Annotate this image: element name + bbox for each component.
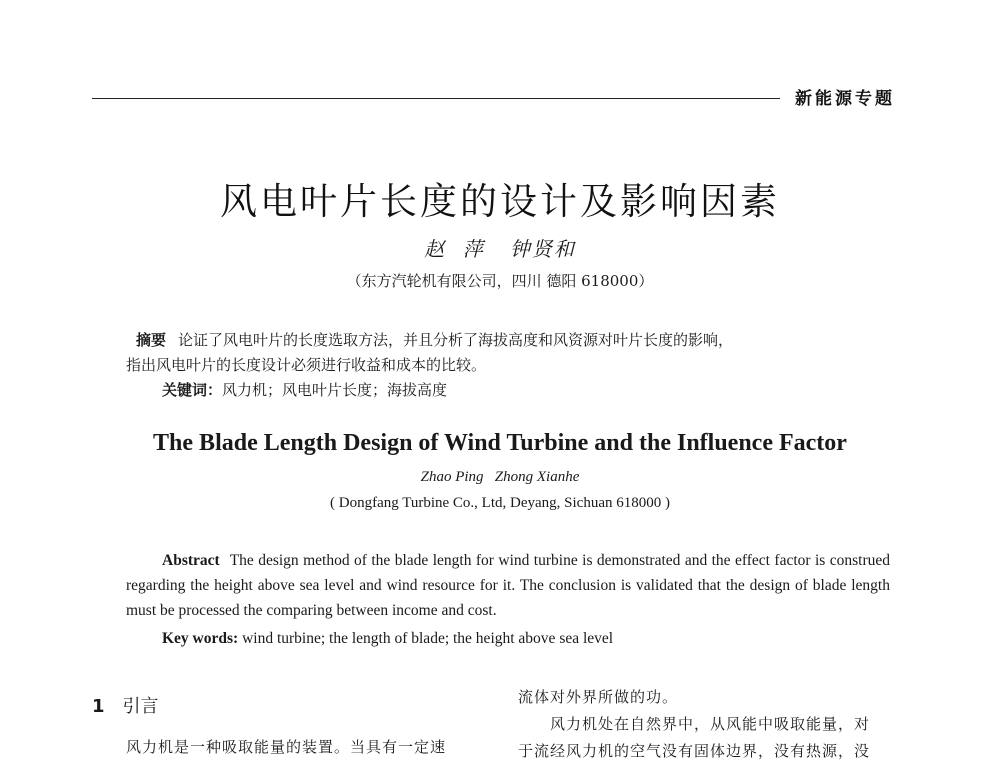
keywords-english — [162, 630, 613, 648]
authors-english: Zhao Ping Zhong Xianhe — [420, 469, 580, 485]
authors-chinese: 赵 萍 钟贤和 — [424, 237, 576, 261]
keywords-chinese-text: 风力机；风电叶片长度；海拔高度 — [222, 381, 448, 399]
abstract-chinese-text-2: 指出风电叶片的长度设计必须进行收益和成本的比较。 — [126, 356, 487, 374]
body-right-line-2: 风力机处在自然界中，从风能中吸取能量，对 — [550, 715, 871, 733]
body-left-column: 风力机是一种吸取能量的装置。当具有一定速 — [126, 738, 447, 756]
section-1-heading — [92, 692, 159, 718]
abstract-chinese-label: 摘要 — [136, 331, 167, 349]
header-rule — [92, 98, 780, 99]
abstract-english-label: Abstract — [162, 552, 220, 569]
abstract-english — [126, 548, 890, 623]
abstract-english-text: The design method of the blade length for wind turbine is demonstrated and the effect factor is construed regarding the height above sea level and wind resource for it. The conclusion is validated that the design of blade length must be processed the comparing between income and cost. — [126, 552, 890, 619]
abstract-chinese — [126, 328, 896, 378]
title-english: The Blade Length Design of Wind Turbine and the Influence Factor — [153, 430, 847, 456]
keywords-english-label: Key words: — [162, 630, 239, 647]
body-right-column — [518, 684, 910, 765]
abstract-chinese-text-1: 论证了风电叶片的长度选取方法，并且分析了海拔高度和风资源对叶片长度的影响， — [178, 331, 734, 349]
section-tag: 新能源专题 — [795, 89, 895, 109]
body-right-line-3: 于流经风力机的空气没有固体边界，没有热源，没 — [518, 742, 871, 760]
affiliation-english: ( Dongfang Turbine Co., Ltd, Deyang, Sichuan 618000 ) — [330, 495, 670, 511]
keywords-chinese — [162, 379, 447, 400]
keywords-chinese-label: 关键词： — [162, 381, 223, 399]
affiliation-chinese: （东方汽轮机有限公司，四川 德阳 618000） — [346, 272, 654, 290]
title-chinese: 风电叶片长度的设计及影响因素 — [220, 180, 780, 223]
body-right-line-1: 流体对外界所做的功。 — [518, 688, 679, 706]
section-1-title: 引言 — [122, 696, 159, 717]
keywords-english-text: wind turbine; the length of blade; the height above sea level — [242, 630, 614, 647]
section-1-number: 1 — [92, 696, 105, 717]
